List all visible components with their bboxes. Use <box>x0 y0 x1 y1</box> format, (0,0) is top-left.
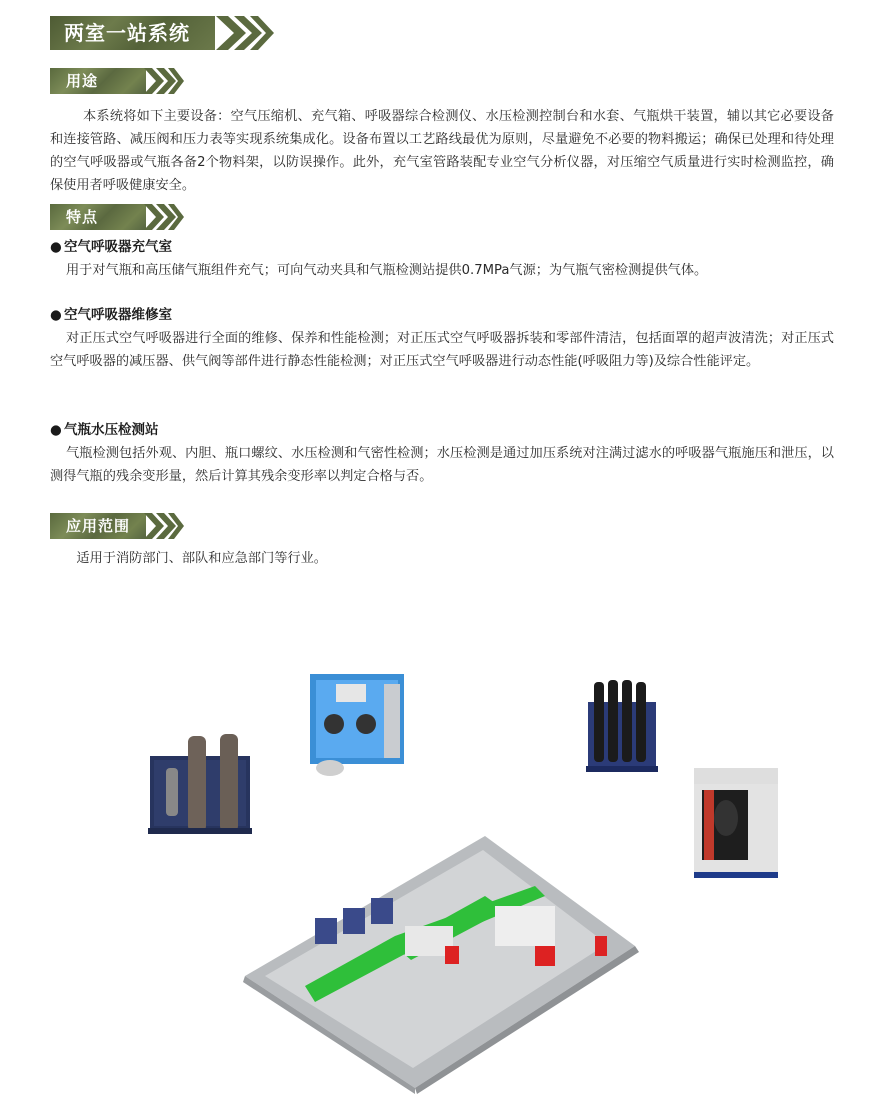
air-compressor-image <box>306 674 406 778</box>
chevron-arrows-icon <box>144 513 184 539</box>
feature-title-text: 空气呼吸器充气室 <box>64 239 172 255</box>
feature-title-text: 空气呼吸器维修室 <box>64 307 172 323</box>
bullet-icon: ● <box>50 239 62 255</box>
page-title-banner <box>50 16 272 50</box>
usage-paragraph: 本系统将如下主要设备：空气压缩机、充气箱、呼吸器综合检测仪、水压检测控制台和水套、气瓶烘干装置，辅以其它必要设备和连接管路、减压阀和压力表等实现系统集成化。设备布置以工艺路线最优为原则，尽量避免不必要的物料搬运；确保已处理和待处理的空气呼吸器或气瓶各备2个物料架，以防误操作。此外，充气室管路装配专业空气分析仪器，对压缩空气质量进行实时检测监控，确保使用者呼吸健康安全。 <box>50 109 834 193</box>
feature-title-text: 气瓶水压检测站 <box>64 422 159 438</box>
feature-title-charging-room <box>50 237 172 257</box>
section-header-usage <box>50 68 185 94</box>
feature-title-repair-room <box>50 305 172 325</box>
banner-stripes-icon <box>210 16 274 50</box>
two-room-station-layout-image <box>235 826 645 1096</box>
section-label: 用途 <box>66 72 99 90</box>
bullet-icon: ● <box>50 422 62 438</box>
feature-text-hydro-station: 气瓶检测包括外观、内胆、瓶口螺纹、水压检测和气密性检测；水压检测是通过加压系统对注满过滤水的呼吸器气瓶施压和泄压，以测得气瓶的残余变形量，然后计算其残余变形率以判定合格与否。 <box>50 446 834 484</box>
scope-paragraph: 适用于消防部门、部队和应急部门等行业。 <box>76 551 327 566</box>
cylinder-storage-rack-image <box>584 672 660 774</box>
chevron-arrows-icon <box>144 68 184 94</box>
bullet-icon: ● <box>50 307 62 323</box>
section-label: 特点 <box>66 208 99 226</box>
section-label: 应用范围 <box>66 517 131 535</box>
feature-text-charging-room: 用于对气瓶和高压储气瓶组件充气；可向气动夹具和气瓶检测站提供0.7MPa气源；为气瓶气密检测提供气体。 <box>66 263 708 278</box>
storage-cylinder-rack-image <box>148 732 252 836</box>
chevron-arrows-icon <box>144 204 184 230</box>
hydrostatic-test-cabinet-image <box>692 768 780 880</box>
section-header-features <box>50 204 185 230</box>
feature-title-hydro-station <box>50 420 159 440</box>
section-header-scope <box>50 513 185 539</box>
feature-text-repair-room: 对正压式空气呼吸器进行全面的维修、保养和性能检测；对正压式空气呼吸器拆装和零部件清洁，包括面罩的超声波清洗；对正压式空气呼吸器的减压器、供气阀等部件进行静态性能检测；对正压式空气呼吸器进行动态性能(呼吸阻力等)及综合性能评定。 <box>50 331 834 369</box>
page-title: 两室一站系统 <box>64 21 190 45</box>
